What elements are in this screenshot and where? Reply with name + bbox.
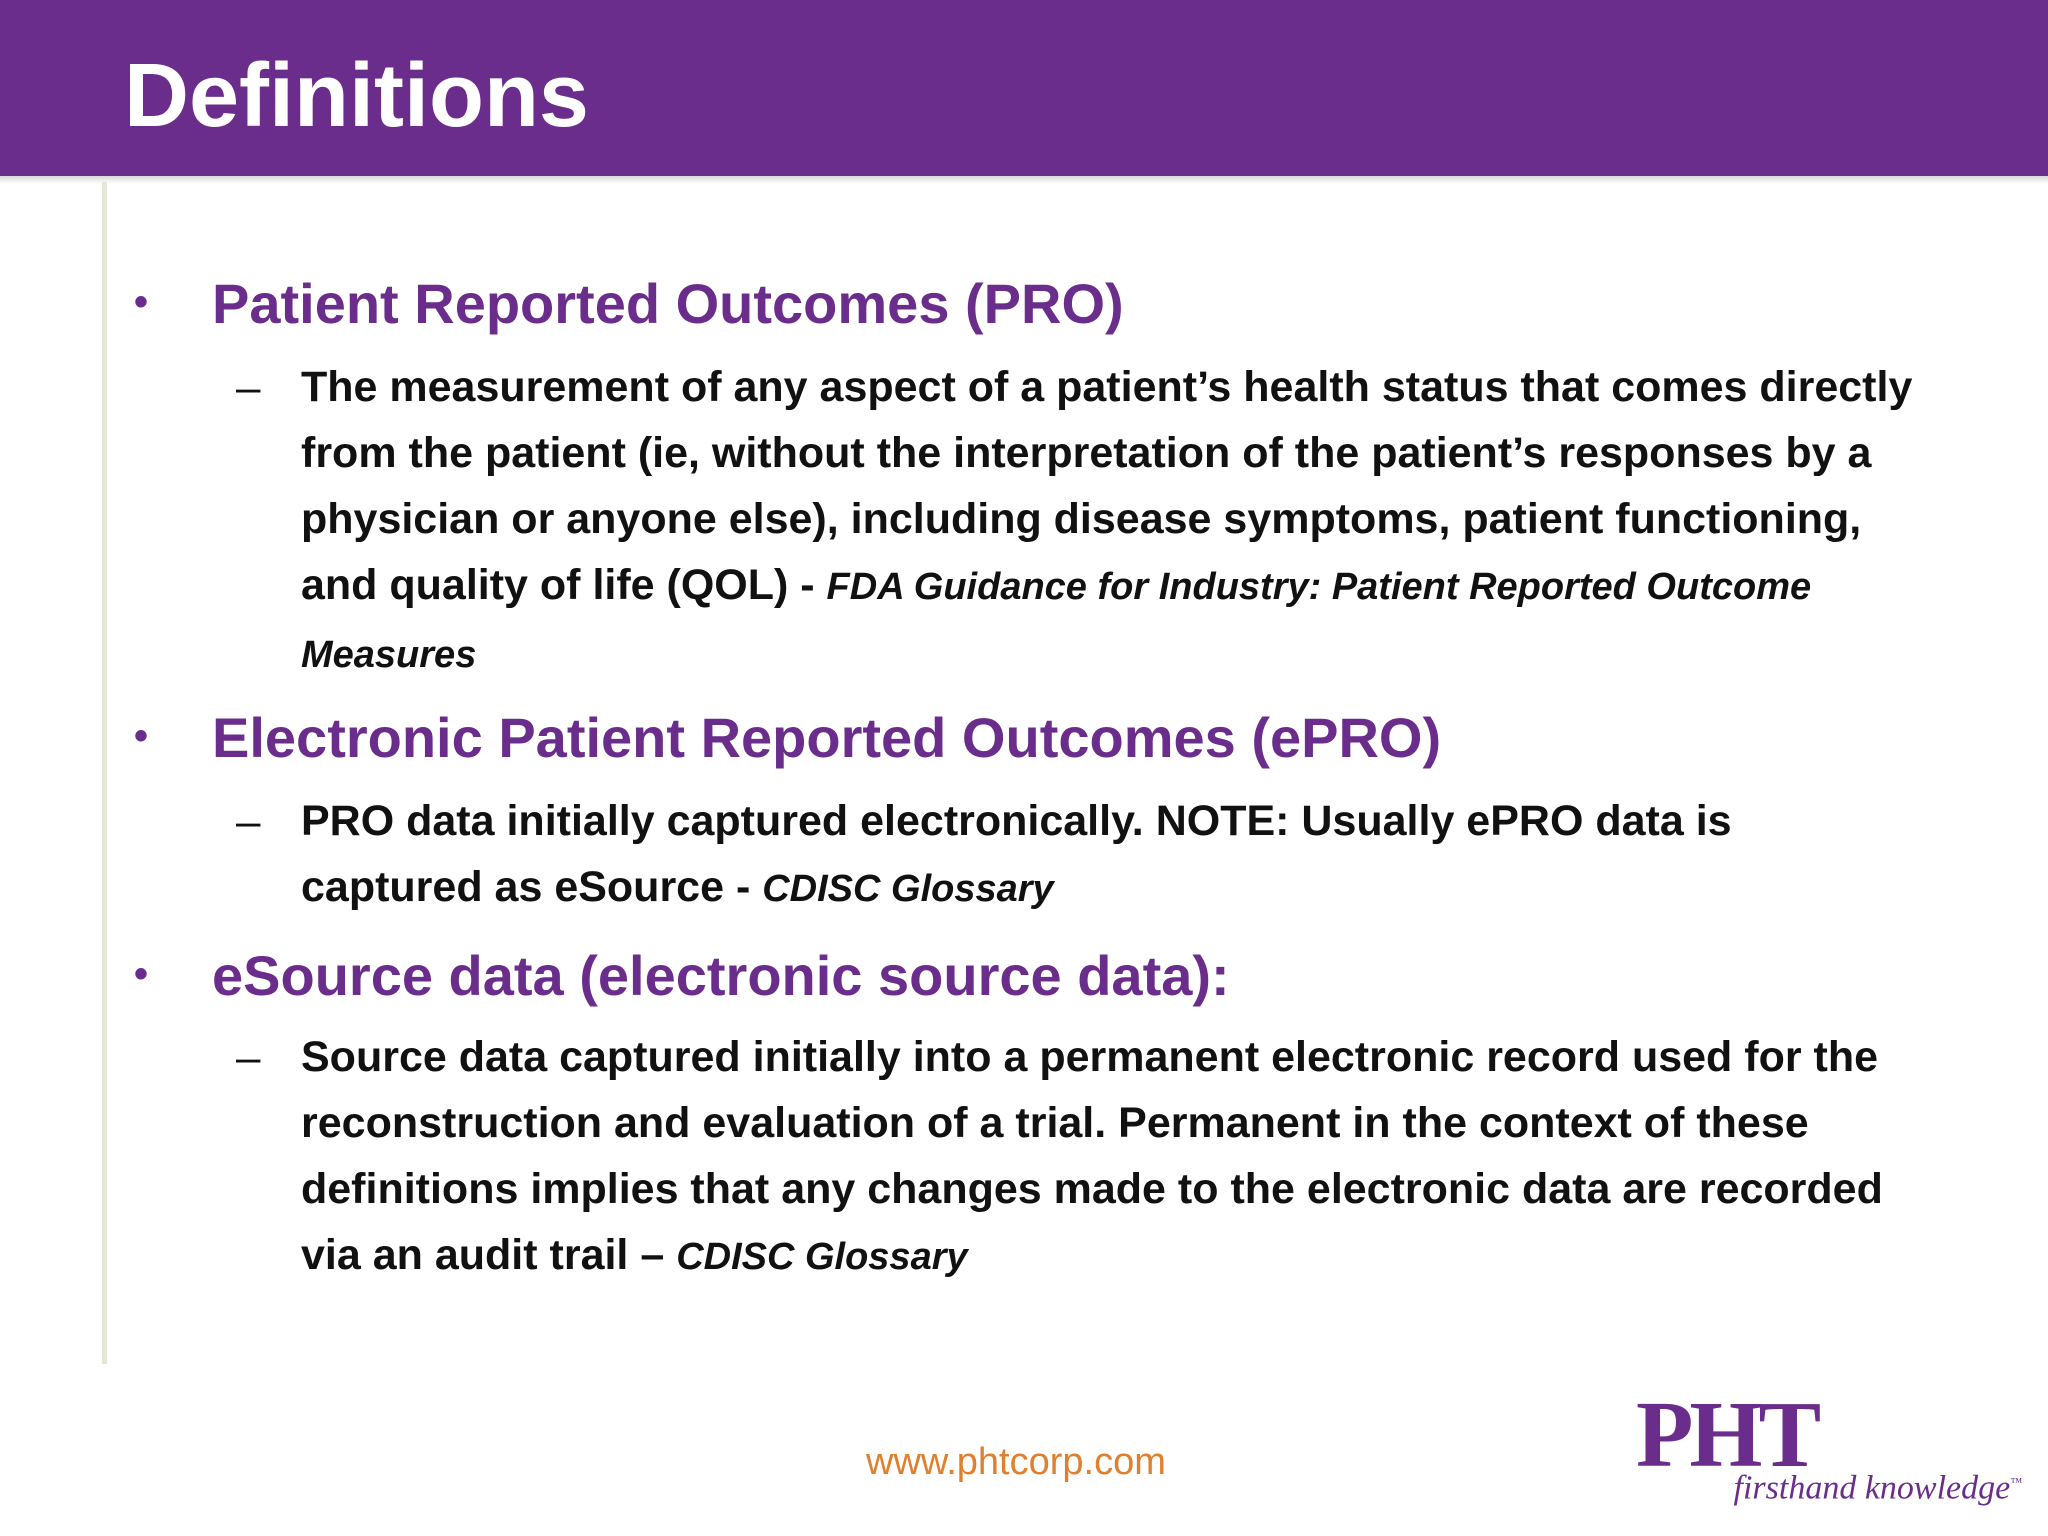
definition-body: The measurement of any aspect of a patient’s health status that comes directly from the patient (ie, without the interpretation of the patient’s responses by a physician or anyone else), including disease symptoms, patient functioning, and quality of life (QOL)	[301, 363, 1913, 609]
dash-icon: –	[236, 363, 261, 412]
footer-url[interactable]: www.phtcorp.com	[866, 1441, 1166, 1483]
definition-text-epro	[301, 788, 1921, 922]
bullet-icon: •	[134, 714, 149, 758]
definition-heading-pro: Patient Reported Outcomes (PRO)	[212, 272, 1124, 335]
citation: FDA Guidance for Industry: Patient Reported Outcome Measures	[301, 566, 1812, 676]
left-divider	[102, 182, 107, 1364]
citation-separator: -	[788, 561, 827, 609]
trademark-symbol: ™	[2010, 1474, 2022, 1489]
definition-text-esource	[301, 1024, 1921, 1290]
bullet-icon: •	[134, 952, 149, 996]
dash-icon: –	[236, 1033, 261, 1082]
definition-text-pro	[301, 354, 1921, 688]
dash-icon: –	[236, 797, 261, 846]
page-title: Definitions	[124, 46, 589, 146]
logo-tagline-text: firsthand knowledge	[1733, 1469, 2011, 1506]
logo-tagline	[1734, 1464, 2022, 1506]
citation-separator: -	[724, 863, 763, 911]
title-bar-shadow	[0, 176, 2048, 184]
citation: CDISC Glossary	[762, 868, 1054, 910]
bullet-icon: •	[134, 280, 149, 324]
definition-heading-esource: eSource data (electronic source data):	[212, 944, 1230, 1007]
pht-logo	[1636, 1383, 2022, 1506]
citation: CDISC Glossary	[676, 1236, 968, 1278]
definition-body: PRO data initially captured electronically. NOTE: Usually ePRO data is captured as eSource	[301, 797, 1732, 911]
title-bar	[0, 0, 2048, 176]
logo-mark: PHT	[1636, 1383, 1818, 1487]
definition-body: Source data captured initially into a permanent electronic record used for the reconstruction and evaluation of a trial. Permanent in the context of these definitions implies that any changes made to the electronic data are recorded via an audit trail	[301, 1033, 1883, 1279]
citation-separator: –	[628, 1231, 677, 1279]
definition-heading-epro: Electronic Patient Reported Outcomes (ePRO)	[212, 706, 1442, 769]
